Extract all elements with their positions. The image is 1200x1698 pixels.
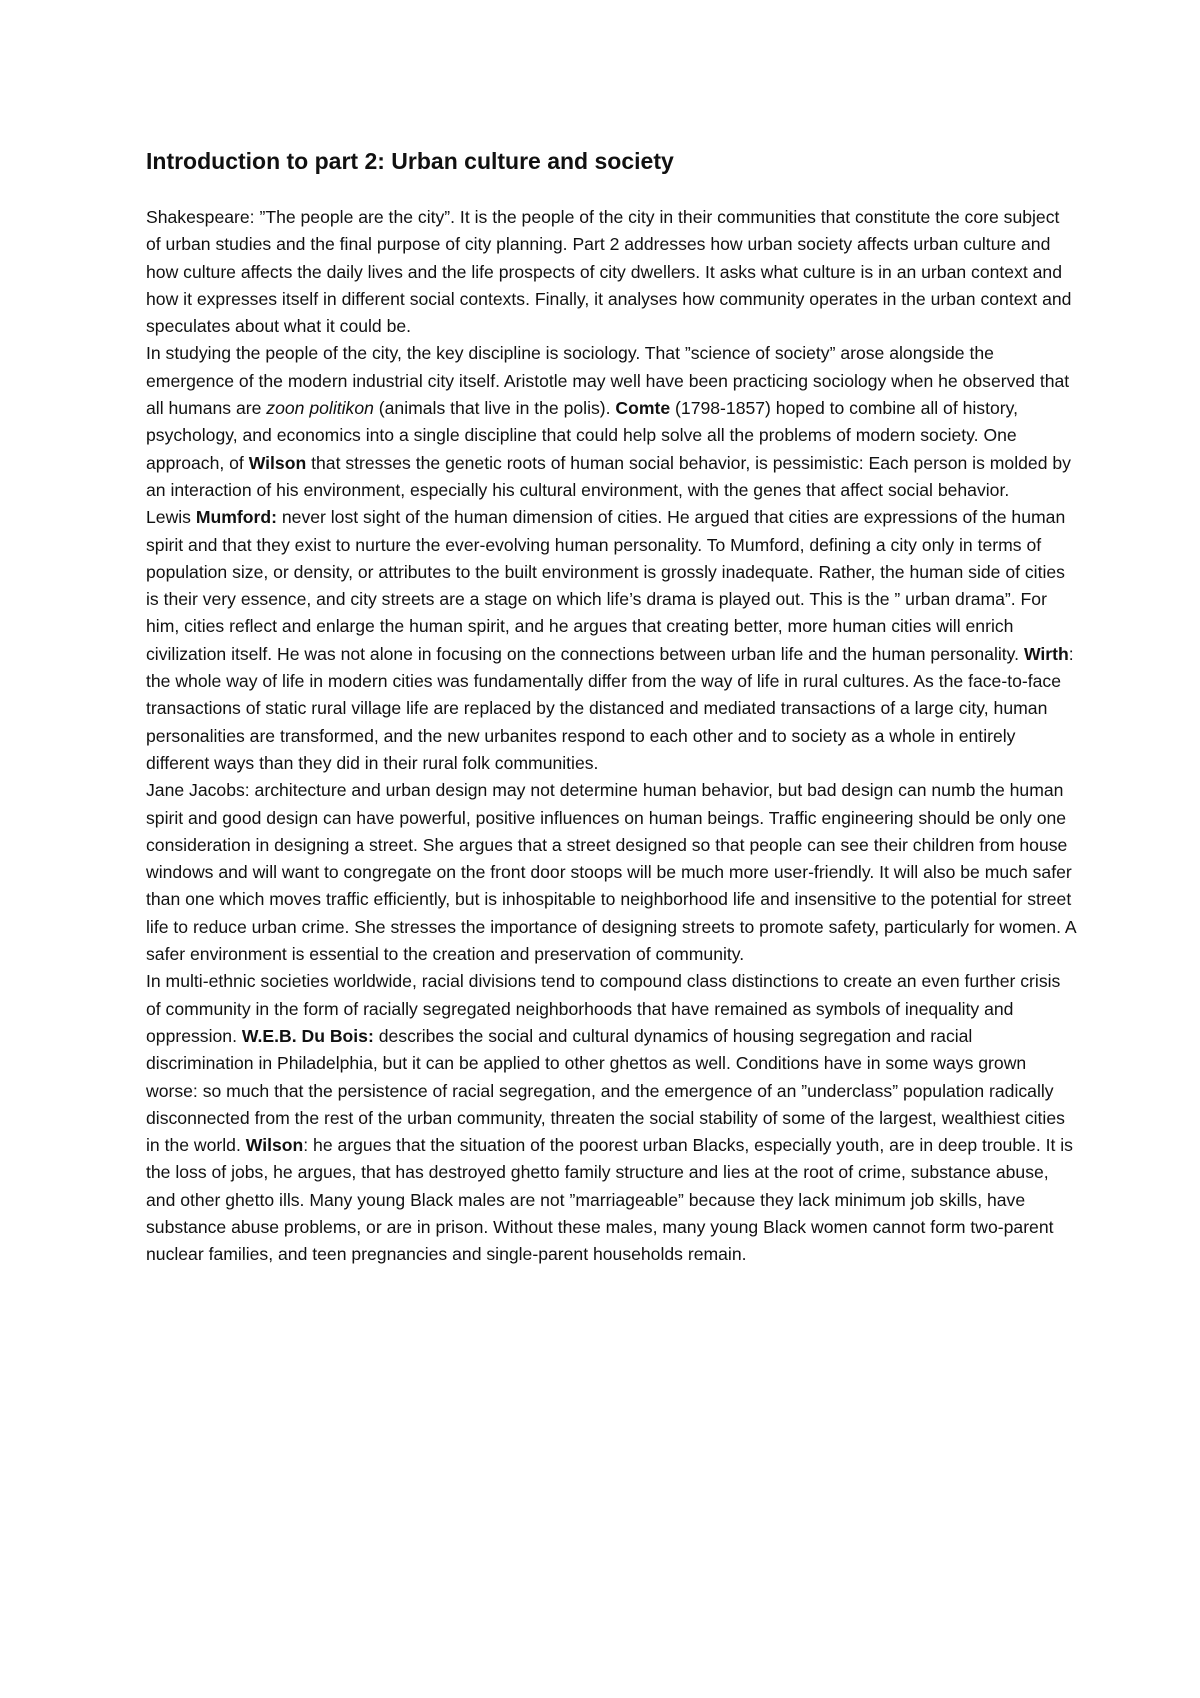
text-span: In studying the people of the city, the key discipline is sociology. That ”science of society” arose alongside the emergence of the modern industrial city itself. Aristotle may well have been practicing sociology when he observed that all humans are [146,343,1070,419]
text-span: In multi-ethnic societies worldwide, racial divisions tend to compound class distinctions to create an even further crisis of community in the form of racially segregated neighborhoods that have remained as symbols of inequality and oppression. [146,971,1061,1046]
name-mumford: Mumford: [195,507,277,528]
text-span: that stresses the genetic roots of human social behavior, is pessimistic: Each person is molded by an interaction of his environment, especially his cultural environment, with the genes that affect social behavior. [146,452,1071,500]
text-span: : he argues that the situation of the poorest urban Blacks, especially youth, are in deep trouble. It is the loss of jobs, he argues, that has destroyed ghetto family structure and lies at the root of crime, substance abuse, and other ghetto ills. Many young Black males are not ”marriageable” because they lack minimum job skills, have substance abuse problems, or are in prison. Without these males, many young Black women cannot form two-parent nuclear families, and teen pregnancies and single-parent households remain. [146,1135,1073,1265]
paragraph-intro: Shakespeare: ”The people are the city”. It is the people of the city in their communities that constitute the core subject of urban studies and the final purpose of city planning. Part 2 addresses how urban society affects urban culture and how culture affects the daily lives and the life prospects of city dwellers. It asks what culture is in an urban context and how it expresses itself in different social contexts. Finally, it analyses how community operates in the urban context and speculates about what it could be. [146,207,1072,337]
name-comte: Comte [615,398,671,419]
text-span: Lewis [146,507,196,528]
name-wirth: Wirth [1023,643,1069,664]
paragraph-segregation [146,968,1076,1268]
paragraph-mumford [146,504,1076,777]
text-span: (1798-1857) hoped to combine all of history, psychology, and economics into a single discipline that could help solve all the problems of modern society. One approach, of [146,398,1019,473]
name-wilson: Wilson [248,452,307,473]
document-title: Introduction to part 2: Urban culture and society [146,148,674,174]
text-span: : the whole way of life in modern cities was fundamentally differ from the way of life in rural cultures. As the face-to-face transactions of static rural village life are replaced by the distanced and mediated transactions of a large city, human personalities are transformed, and the new urbanites respond to each other and to society as a whole in entirely different ways than they did in their rural folk communities. [146,643,1074,773]
document-page [146,146,1076,1269]
text-span: never lost sight of the human dimension of cities. He argued that cities are expressions of the human spirit and that they exist to nurture the ever-evolving human personality. To Mumford, defining a city only in terms of population size, or density, or attributes to the built environment is grossly inadequate. Rather, the human side of cities is their very essence, and city streets are a stage on which life’s drama is played out. This is the ” urban drama”. For him, cities reflect and enlarge the human spirit, and he argues that creating better, more human cities will enrich civilization itself. He was not alone in focusing on the connections between urban life and the human personality. [146,507,1066,664]
paragraph-sociology [146,340,1076,504]
text-span: describes the social and cultural dynamics of housing segregation and racial discrimination in Philadelphia, but it can be applied to other ghettos as well. Conditions have in some ways grown worse: so much that the persistence of racial segregation, and the emergence of an ”underclass” population radically disconnected from the rest of the urban community, threaten the social stability of some of the largest, wealthiest cities in the world. [146,1025,1065,1156]
paragraph-jacobs: Jane Jacobs: architecture and urban design may not determine human behavior, but bad design can numb the human spirit and good design can have powerful, positive influences on human beings. Traffic engineering should be only one consideration in designing a street. She argues that a street designed so that people can see their children from house windows and will want to congregate on the front door stoops will be much more user-friendly. It will also be much safer than one which moves traffic efficiently, but is inhospitable to neighborhood life and insensitive to the potential for street life to reduce urban crime. She stresses the importance of designing streets to promote safety, particularly for women. A safer environment is essential to the creation and preservation of community. [146,780,1076,965]
emphasis-zoon-politikon: zoon politikon [266,398,374,419]
name-du-bois: W.E.B. Du Bois: [241,1025,374,1046]
text-span: (animals that live in the polis). [373,398,616,419]
name-wilson-2: Wilson [245,1135,304,1156]
